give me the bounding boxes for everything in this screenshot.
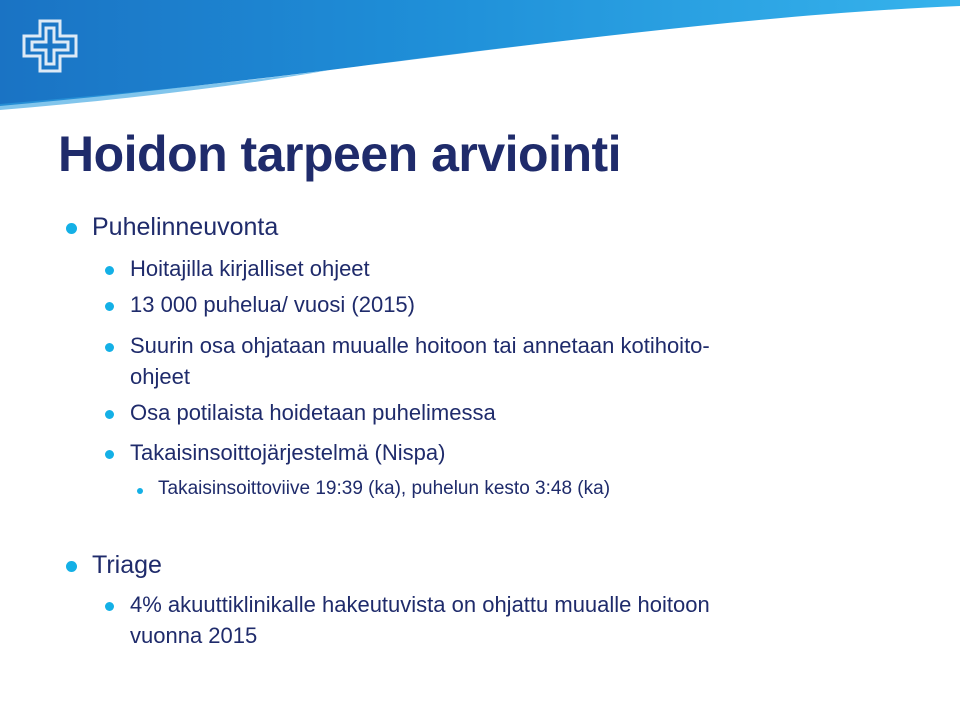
list-item: Suurin osa ohjataan muualle hoitoon tai annetaan kotihoito- <box>130 333 710 358</box>
list-item-continuation: vuonna 2015 <box>130 623 258 648</box>
bullet-dot-icon <box>137 488 143 494</box>
sub-list-item: Takaisinsoittoviive 19:39 (ka), puhelun kesto 3:48 (ka) <box>158 478 611 499</box>
list-item: Takaisinsoittojärjestelmä (Nispa) <box>130 440 446 465</box>
list-item-continuation: ohjeet <box>130 364 190 389</box>
slide-title: Hoidon tarpeen arviointi <box>58 126 622 182</box>
bullet-dot-icon <box>105 302 114 311</box>
list-item: Osa potilaista hoidetaan puhelimessa <box>130 400 496 425</box>
section-heading-puhelinneuvonta: Puhelinneuvonta <box>92 213 279 241</box>
bullet-dot-icon <box>105 343 114 352</box>
section-heading-triage: Triage <box>92 551 162 579</box>
bullet-dot-icon <box>105 266 114 275</box>
bullet-dot-icon <box>105 410 114 419</box>
bullet-dot-icon <box>105 450 114 459</box>
bullet-dot-icon <box>105 602 114 611</box>
bullet-dot-icon <box>66 223 77 234</box>
list-item: Hoitajilla kirjalliset ohjeet <box>130 256 370 281</box>
bullet-dot-icon <box>66 561 77 572</box>
list-item: 13 000 puhelua/ vuosi (2015) <box>130 292 415 317</box>
list-item: 4% akuuttiklinikalle hakeutuvista on ohjattu muualle hoitoon <box>130 592 710 617</box>
